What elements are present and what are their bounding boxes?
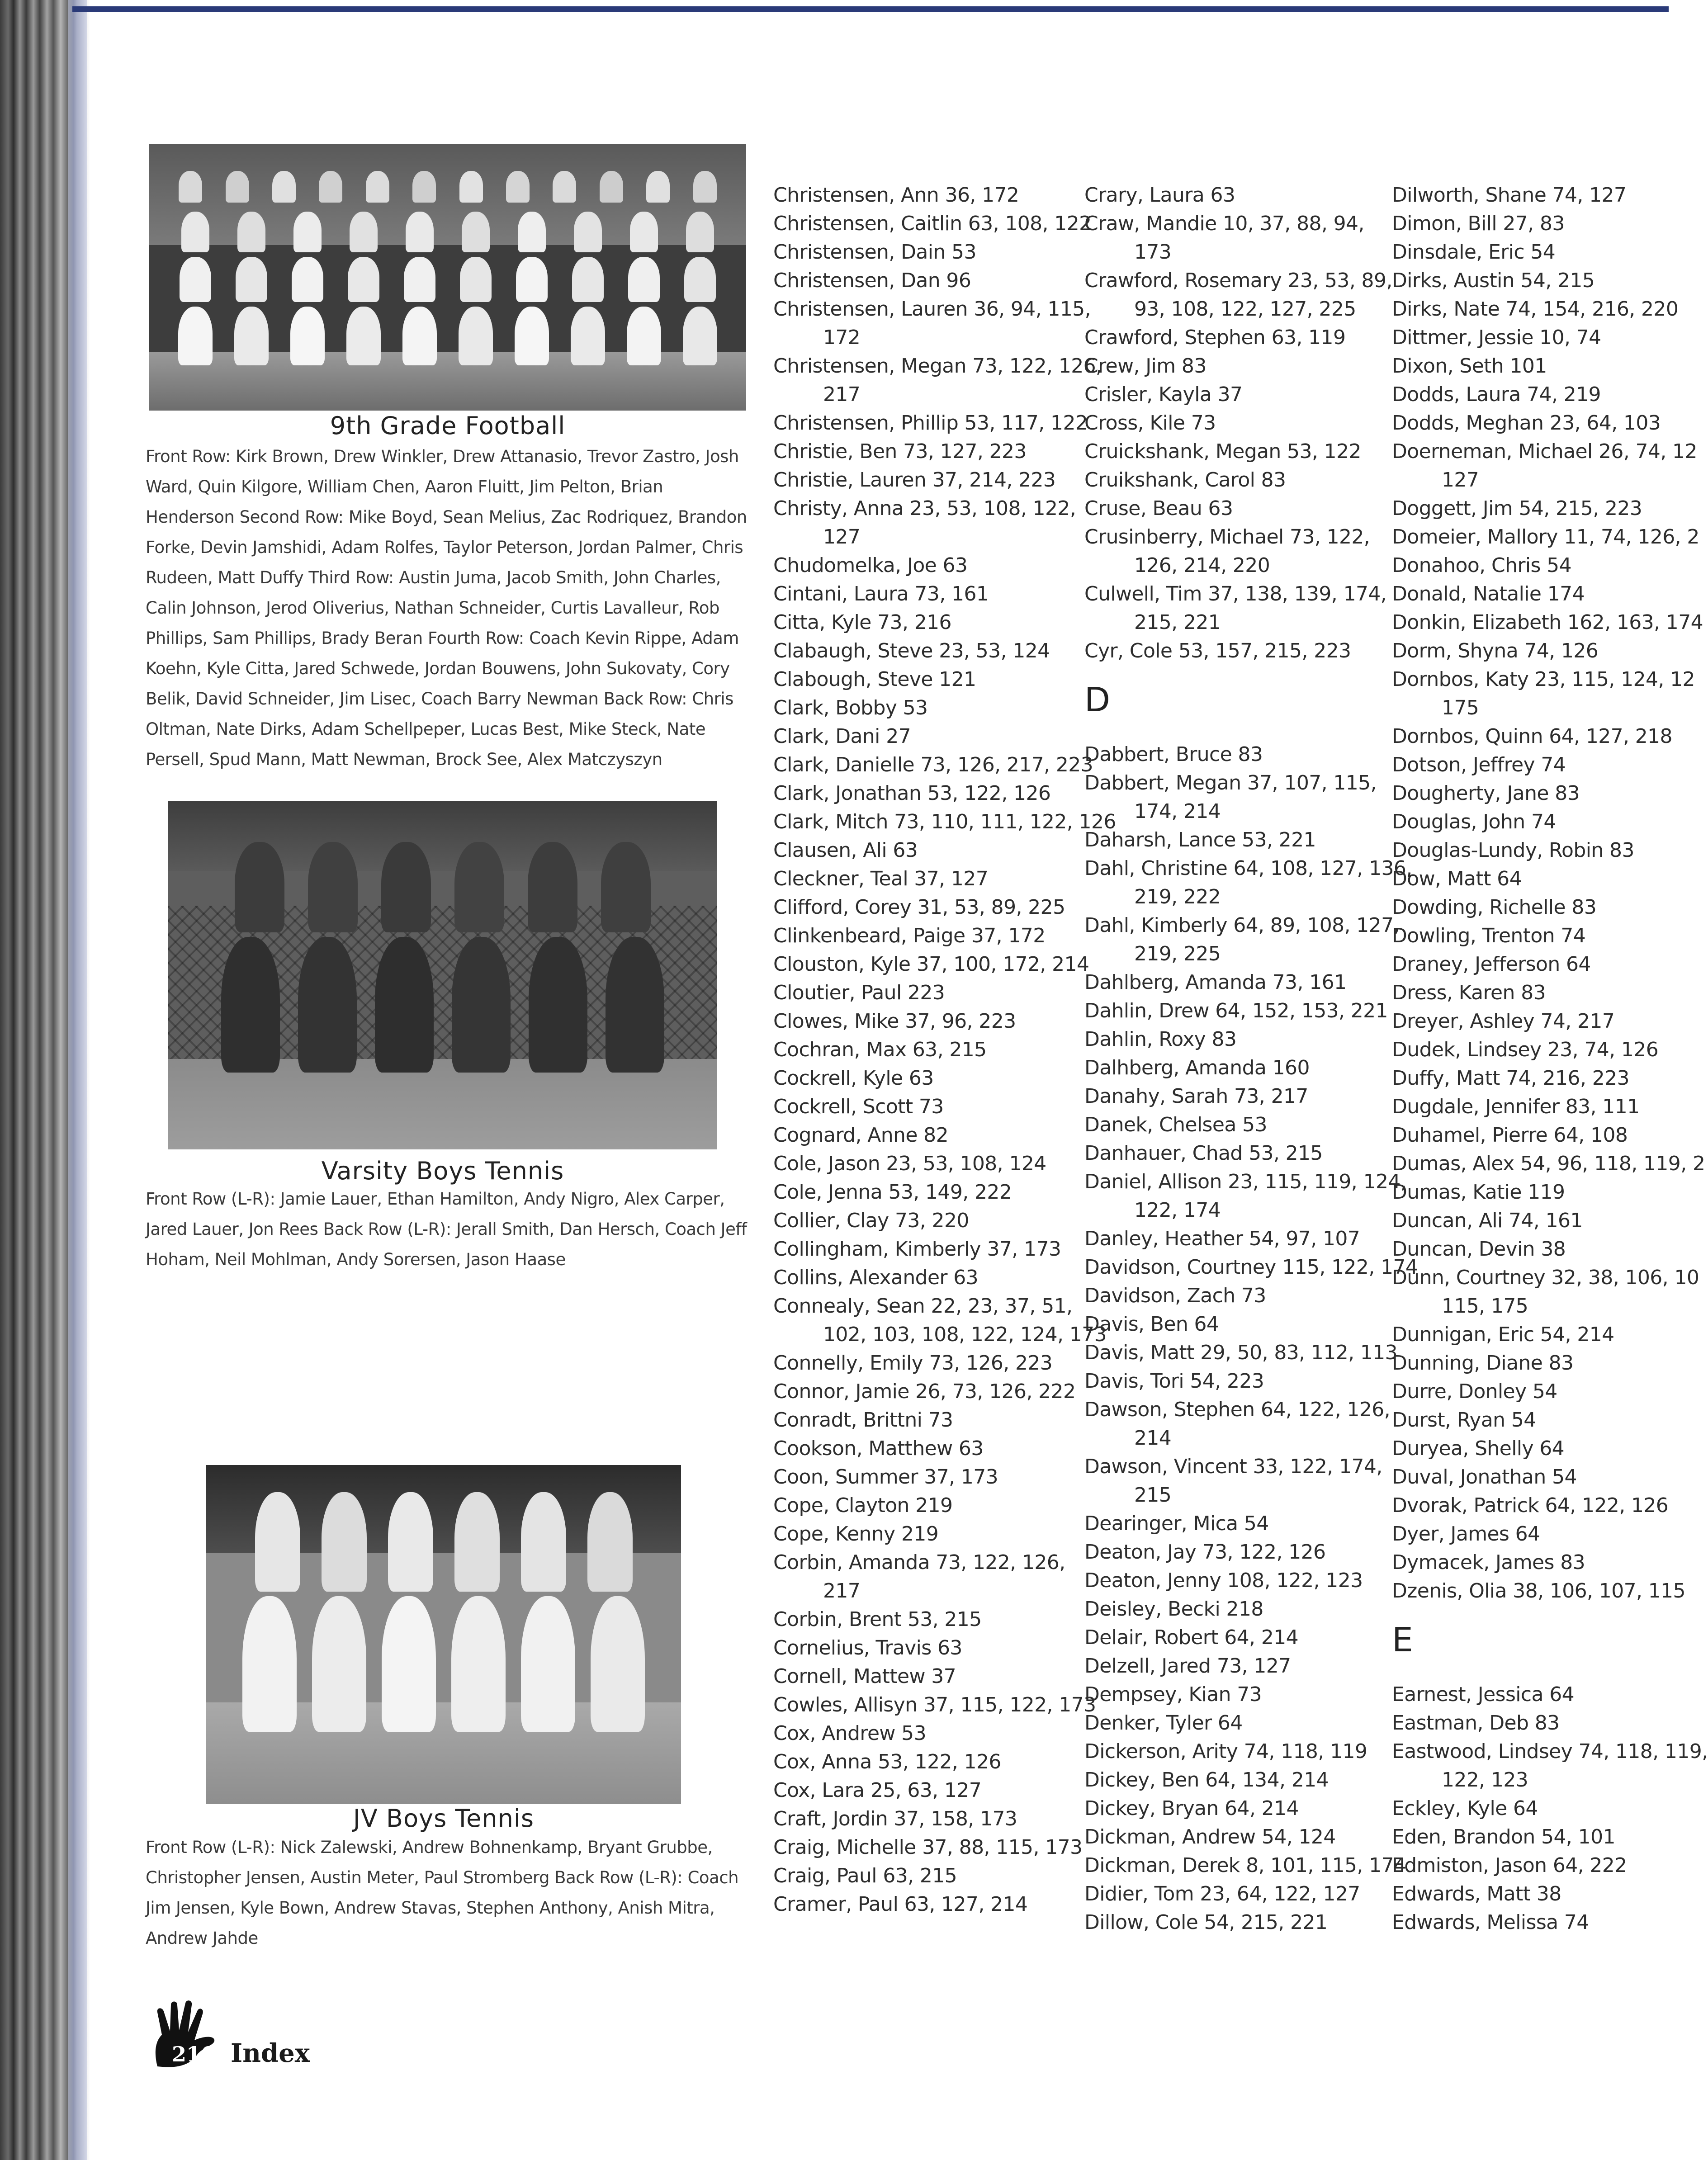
index-entry-continuation: 115, 175: [1442, 1295, 1528, 1318]
index-entry-continuation: 172: [823, 326, 861, 349]
index-entry: Duncan, Ali 74, 161: [1392, 1209, 1583, 1232]
index-entry: Cockrell, Scott 73: [773, 1095, 944, 1118]
index-entry: Craig, Paul 63, 215: [773, 1864, 957, 1887]
index-entry: Christensen, Phillip 53, 117, 122: [773, 411, 1088, 435]
index-entry: Dunning, Diane 83: [1392, 1352, 1574, 1375]
index-entry: Dunnigan, Eric 54, 214: [1392, 1323, 1614, 1346]
index-entry: Dawson, Stephen 64, 122, 126,: [1084, 1398, 1391, 1421]
varsity-tennis-title: Varsity Boys Tennis: [321, 1157, 564, 1185]
index-entry: Dyer, James 64: [1392, 1522, 1540, 1546]
index-entry: Cyr, Cole 53, 157, 215, 223: [1084, 639, 1351, 662]
index-entry: Dilworth, Shane 74, 127: [1392, 184, 1627, 207]
index-letter-heading: D: [1084, 681, 1110, 719]
binding-edge: [68, 0, 87, 2160]
index-entry: Edwards, Matt 38: [1392, 1882, 1561, 1905]
index-entry: Clark, Bobby 53: [773, 696, 928, 719]
index-entry: Earnest, Jessica 64: [1392, 1683, 1575, 1706]
index-entry: Dornbos, Quinn 64, 127, 218: [1392, 725, 1672, 748]
index-entry: Cleckner, Teal 37, 127: [773, 867, 989, 890]
index-entry: Dirks, Austin 54, 215: [1392, 269, 1595, 292]
index-entry-continuation: 102, 103, 108, 122, 124, 173: [823, 1323, 1107, 1346]
index-entry: Dickman, Andrew 54, 124: [1084, 1825, 1336, 1848]
index-entry-continuation: 173: [1134, 241, 1172, 264]
index-entry: Craft, Jordin 37, 158, 173: [773, 1807, 1017, 1830]
section-label: Index: [231, 2038, 310, 2068]
index-entry: Danhauer, Chad 53, 215: [1084, 1142, 1323, 1165]
index-entry: Dreyer, Ashley 74, 217: [1392, 1010, 1615, 1033]
index-entry: Donahoo, Chris 54: [1392, 554, 1571, 577]
index-entry-continuation: 127: [1442, 468, 1479, 492]
index-entry: Davis, Matt 29, 50, 83, 112, 113: [1084, 1341, 1398, 1364]
varsity-tennis-photo: [168, 801, 717, 1149]
index-entry: Clark, Danielle 73, 126, 217, 223: [773, 753, 1093, 776]
index-entry-continuation: 93, 108, 122, 127, 225: [1134, 298, 1356, 321]
index-entry-continuation: 122, 174: [1134, 1199, 1221, 1222]
index-entry: Christensen, Ann 36, 172: [773, 184, 1019, 207]
page-number: 216: [172, 2042, 216, 2066]
index-entry: Donkin, Elizabeth 162, 163, 174: [1392, 611, 1703, 634]
index-entry: Douglas-Lundy, Robin 83: [1392, 839, 1634, 862]
index-entry: Duffy, Matt 74, 216, 223: [1392, 1067, 1629, 1090]
index-entry-continuation: 126, 214, 220: [1134, 554, 1270, 577]
index-entry: Denker, Tyler 64: [1084, 1711, 1243, 1735]
index-entry: Deaton, Jay 73, 122, 126: [1084, 1541, 1326, 1564]
index-entry: Cox, Lara 25, 63, 127: [773, 1779, 982, 1802]
index-entry: Clabaugh, Steve 23, 53, 124: [773, 639, 1050, 662]
index-entry: Dimon, Bill 27, 83: [1392, 212, 1565, 235]
index-entry: Duhamel, Pierre 64, 108: [1392, 1124, 1628, 1147]
index-entry: Coon, Summer 37, 173: [773, 1465, 998, 1489]
index-entry: Didier, Tom 23, 64, 122, 127: [1084, 1882, 1360, 1905]
index-entry: Dress, Karen 83: [1392, 981, 1546, 1004]
index-entry: Dorm, Shyna 74, 126: [1392, 639, 1599, 662]
index-entry: Daharsh, Lance 53, 221: [1084, 828, 1316, 851]
index-entry: Dodds, Meghan 23, 64, 103: [1392, 411, 1661, 435]
index-entry: Dabbert, Megan 37, 107, 115,: [1084, 771, 1377, 794]
football-photo-caption: Front Row: Kirk Brown, Drew Winkler, Drew Attanasio, Trevor Zastro, Josh Ward, Quin Kilgore, William Chen, Aaron Fluitt, Jim Pelton, Brian Henderson Second Row: Mike Boyd, Sean Melius, Zac Rodriquez, Brandon Forke, Devin Jamshidi, Adam Rolfes, Taylor Peterson, Jordan Palmer, Chris Rudeen, Matt Duffy Third Row: Austin Juma, Jacob Smith, John Charles, Calin Johnson, Jerod Oliverius, Nathan Schneider, Curtis Lavalleur, Rob Phillips, Sam Phillips, Brady Beran Fourth Row: Coach Kevin Rippe, Adam Koehn, Kyle Citta, Jared Schwede, Jordan Bouwens, John Sukovaty, Cory Belik, David Schneider, Jim Lisec, Coach Barry Newman Back Row: Chris Oltman, Nate Dirks, Adam Schellpeper, Lucas Best, Mike Steck, Nate Persell, Spud Mann, Matt Newman, Brock See, Alex Matczyszyn: [146, 447, 747, 769]
index-entry-continuation: 174, 214: [1134, 800, 1221, 823]
index-column-3: [1392, 181, 1708, 1937]
index-entry-continuation: 219, 225: [1134, 942, 1221, 965]
index-entry: Chudomelka, Joe 63: [773, 554, 968, 577]
index-entry: Eckley, Kyle 64: [1392, 1797, 1538, 1820]
index-entry: Eastwood, Lindsey 74, 118, 119,: [1392, 1740, 1708, 1763]
index-entry: Cookson, Matthew 63: [773, 1437, 984, 1460]
index-entry: Christensen, Caitlin 63, 108, 122: [773, 212, 1092, 235]
index-entry-continuation: 219, 222: [1134, 885, 1221, 908]
index-entry: Dabbert, Bruce 83: [1084, 743, 1263, 766]
index-entry: Duncan, Devin 38: [1392, 1238, 1566, 1261]
index-entry: Cox, Anna 53, 122, 126: [773, 1750, 1001, 1773]
index-entry: Clark, Dani 27: [773, 725, 911, 748]
index-entry: Collier, Clay 73, 220: [773, 1209, 969, 1232]
index-entry: Cochran, Max 63, 215: [773, 1038, 987, 1061]
index-entry: Citta, Kyle 73, 216: [773, 611, 951, 634]
index-entry: Dudek, Lindsey 23, 74, 126: [1392, 1038, 1659, 1061]
index-entry: Dornbos, Katy 23, 115, 124, 12: [1392, 668, 1695, 691]
index-entry: Durre, Donley 54: [1392, 1380, 1557, 1403]
index-entry: Dowding, Richelle 83: [1392, 896, 1597, 919]
index-entry: Crawford, Stephen 63, 119: [1084, 326, 1346, 349]
index-entry: Christensen, Dain 53: [773, 241, 976, 264]
index-entry: Eden, Brandon 54, 101: [1392, 1825, 1615, 1848]
varsity-tennis-caption: Front Row (L-R): Jamie Lauer, Ethan Hamilton, Andy Nigro, Alex Carper, Jared Lauer, Jon Rees Back Row (L-R): Jerall Smith, Dan Hersch, Coach Jeff Hoham, Neil Mohlman, Andy Sorersen, Jason Haase: [146, 1189, 747, 1269]
football-photo-title: 9th Grade Football: [330, 411, 566, 440]
index-entry: Deaton, Jenny 108, 122, 123: [1084, 1569, 1363, 1592]
index-entry: Christensen, Megan 73, 122, 126,: [773, 354, 1102, 378]
index-entry: Durst, Ryan 54: [1392, 1408, 1536, 1432]
index-entry-continuation: 215: [1134, 1484, 1172, 1507]
index-entry: Cloutier, Paul 223: [773, 981, 945, 1004]
top-rule: [72, 6, 1669, 12]
index-entry-continuation: 217: [823, 383, 861, 406]
page-folio: [144, 1999, 316, 2071]
index-entry: Cockrell, Kyle 63: [773, 1067, 934, 1090]
index-entry: Donald, Natalie 174: [1392, 582, 1585, 605]
index-entry-continuation: 122, 123: [1442, 1768, 1528, 1791]
index-entry: Clark, Jonathan 53, 122, 126: [773, 782, 1051, 805]
index-entry: Douglas, John 74: [1392, 810, 1556, 833]
index-entry: Davidson, Zach 73: [1084, 1284, 1266, 1307]
index-entry: Dumas, Katie 119: [1392, 1181, 1565, 1204]
index-entry: Dearinger, Mica 54: [1084, 1512, 1269, 1535]
index-entry: Crusinberry, Michael 73, 122,: [1084, 525, 1370, 548]
index-entry: Duval, Jonathan 54: [1392, 1465, 1577, 1489]
index-entry: Dinsdale, Eric 54: [1392, 241, 1556, 264]
index-entry: Dirks, Nate 74, 154, 216, 220: [1392, 298, 1679, 321]
index-entry: Christensen, Lauren 36, 94, 115,: [773, 298, 1091, 321]
jv-tennis-caption: Front Row (L-R): Nick Zalewski, Andrew Bohnenkamp, Bryant Grubbe, Christopher Jensen, Austin Meter, Paul Stromberg Back Row (L-R): Coach Jim Jensen, Kyle Bown, Andrew Stavas, Stephen Anthony, Anish Mitra, Andrew Jahde: [146, 1838, 739, 1948]
index-entry: Dahlberg, Amanda 73, 161: [1084, 971, 1347, 994]
index-entry: Doggett, Jim 54, 215, 223: [1392, 497, 1642, 520]
index-entry: Dowling, Trenton 74: [1392, 924, 1586, 947]
index-entry: Christie, Ben 73, 127, 223: [773, 440, 1027, 463]
index-entry: Dodds, Laura 74, 219: [1392, 383, 1601, 406]
index-entry: Connelly, Emily 73, 126, 223: [773, 1352, 1053, 1375]
index-entry-continuation: 215, 221: [1134, 611, 1221, 634]
index-entry: Clabough, Steve 121: [773, 668, 976, 691]
index-entry: Dillow, Cole 54, 215, 221: [1084, 1911, 1328, 1934]
index-entry: Corbin, Amanda 73, 122, 126,: [773, 1551, 1065, 1574]
index-entry: Crawford, Rosemary 23, 53, 89,: [1084, 269, 1392, 292]
index-entry: Dahl, Christine 64, 108, 127, 136,: [1084, 857, 1412, 880]
index-entry: Dzenis, Olia 38, 106, 107, 115: [1392, 1579, 1685, 1602]
index-entry: Clouston, Kyle 37, 100, 172, 214: [773, 953, 1089, 976]
index-entry: Clowes, Mike 37, 96, 223: [773, 1010, 1016, 1033]
index-entry: Cognard, Anne 82: [773, 1124, 948, 1147]
index-entry: Dickey, Ben 64, 134, 214: [1084, 1768, 1329, 1791]
index-entry: Davis, Tori 54, 223: [1084, 1370, 1264, 1393]
index-entry: Delzell, Jared 73, 127: [1084, 1654, 1291, 1678]
index-column-2: [1084, 181, 1418, 1937]
index-entry: Culwell, Tim 37, 138, 139, 174,: [1084, 582, 1387, 605]
index-entry: Dumas, Alex 54, 96, 118, 119, 2: [1392, 1152, 1705, 1175]
index-entry: Crisler, Kayla 37: [1084, 383, 1243, 406]
index-entry-continuation: 217: [823, 1579, 861, 1602]
index-entry: Dickerson, Arity 74, 118, 119: [1084, 1740, 1367, 1763]
index-entry: Cornell, Mattew 37: [773, 1665, 956, 1688]
index-entry: Connealy, Sean 22, 23, 37, 51,: [773, 1295, 1073, 1318]
index-entry: Dawson, Vincent 33, 122, 174,: [1084, 1455, 1382, 1478]
index-entry: Cruse, Beau 63: [1084, 497, 1233, 520]
index-entry: Christy, Anna 23, 53, 108, 122,: [773, 497, 1076, 520]
index-entry: Dugdale, Jennifer 83, 111: [1392, 1095, 1640, 1118]
index-entry: Danek, Chelsea 53: [1084, 1113, 1267, 1136]
index-entry: Cramer, Paul 63, 127, 214: [773, 1893, 1028, 1916]
jv-tennis-title: JV Boys Tennis: [353, 1804, 534, 1833]
index-entry-continuation: 127: [823, 525, 861, 548]
index-entry: Dickey, Bryan 64, 214: [1084, 1797, 1299, 1820]
index-entry: Duryea, Shelly 64: [1392, 1437, 1565, 1460]
index-entry: Dixon, Seth 101: [1392, 354, 1547, 378]
index-entry: Cross, Kile 73: [1084, 411, 1216, 435]
index-entry: Doerneman, Michael 26, 74, 12: [1392, 440, 1697, 463]
index-entry: Dahl, Kimberly 64, 89, 108, 127,: [1084, 914, 1400, 937]
index-entry: Cope, Clayton 219: [773, 1494, 953, 1517]
index-entry: Clausen, Ali 63: [773, 839, 918, 862]
index-entry: Crary, Laura 63: [1084, 184, 1235, 207]
index-entry: Draney, Jefferson 64: [1392, 953, 1591, 976]
index-entry: Davidson, Courtney 115, 122, 174: [1084, 1256, 1418, 1279]
index-entry: Cox, Andrew 53: [773, 1722, 926, 1745]
index-entry: Crew, Jim 83: [1084, 354, 1206, 378]
index-entry: Corbin, Brent 53, 215: [773, 1608, 982, 1631]
jv-tennis-photo: [206, 1465, 681, 1804]
index-entry: Deisley, Becki 218: [1084, 1598, 1263, 1621]
index-entry: Dotson, Jeffrey 74: [1392, 753, 1566, 776]
index-entry: Dahlin, Roxy 83: [1084, 1028, 1237, 1051]
index-letter-heading: E: [1392, 1621, 1413, 1659]
index-entry: Cope, Kenny 219: [773, 1522, 939, 1546]
index-entry: Cornelius, Travis 63: [773, 1636, 962, 1659]
index-column-1: [773, 181, 1116, 1919]
index-entry: Cole, Jenna 53, 149, 222: [773, 1181, 1012, 1204]
football-team-photo: [149, 144, 746, 411]
index-entry: Collins, Alexander 63: [773, 1266, 979, 1289]
index-entry-continuation: 214: [1134, 1427, 1172, 1450]
index-entry: Cruickshank, Megan 53, 122: [1084, 440, 1361, 463]
index-entry: Edmiston, Jason 64, 222: [1392, 1854, 1627, 1877]
index-entry: Clark, Mitch 73, 110, 111, 122, 126: [773, 810, 1116, 833]
index-entry: Craig, Michelle 37, 88, 115, 173: [773, 1836, 1083, 1859]
index-entry: Connor, Jamie 26, 73, 126, 222: [773, 1380, 1076, 1403]
index-entry: Conradt, Brittni 73: [773, 1408, 953, 1432]
index-entry: Clifford, Corey 31, 53, 89, 225: [773, 896, 1065, 919]
index-entry: Dalhberg, Amanda 160: [1084, 1056, 1310, 1079]
index-entry: Collingham, Kimberly 37, 173: [773, 1238, 1061, 1261]
index-entry: Craw, Mandie 10, 37, 88, 94,: [1084, 212, 1364, 235]
index-entry: Clinkenbeard, Paige 37, 172: [773, 924, 1046, 947]
index-entry: Cintani, Laura 73, 161: [773, 582, 989, 605]
index-entry: Christie, Lauren 37, 214, 223: [773, 468, 1056, 492]
index-entry: Eastman, Deb 83: [1392, 1711, 1560, 1735]
index-entry: Dickman, Derek 8, 101, 115, 174: [1084, 1854, 1406, 1877]
index-entry: Dvorak, Patrick 64, 122, 126: [1392, 1494, 1669, 1517]
index-entry-continuation: 175: [1442, 696, 1479, 719]
index-entry: Danahy, Sarah 73, 217: [1084, 1085, 1308, 1108]
index-entry: Dunn, Courtney 32, 38, 106, 10: [1392, 1266, 1699, 1289]
index-entry: Dittmer, Jessie 10, 74: [1392, 326, 1601, 349]
index-entry: Edwards, Melissa 74: [1392, 1911, 1589, 1934]
index-entry: Christensen, Dan 96: [773, 269, 971, 292]
index-entry: Cole, Jason 23, 53, 108, 124: [773, 1152, 1046, 1175]
index-entry: Daniel, Allison 23, 115, 119, 124,: [1084, 1170, 1407, 1193]
index-entry: Domeier, Mallory 11, 74, 126, 2: [1392, 525, 1699, 548]
index-entry: Delair, Robert 64, 214: [1084, 1626, 1299, 1649]
index-entry: Dow, Matt 64: [1392, 867, 1522, 890]
index-entry: Davis, Ben 64: [1084, 1313, 1219, 1336]
index-entry: Dahlin, Drew 64, 152, 153, 221: [1084, 999, 1388, 1022]
index-entry: Dougherty, Jane 83: [1392, 782, 1580, 805]
index-entry: Danley, Heather 54, 97, 107: [1084, 1227, 1360, 1250]
index-entry: Dempsey, Kian 73: [1084, 1683, 1262, 1706]
index-entry: Dymacek, James 83: [1392, 1551, 1585, 1574]
index-entry: Cowles, Allisyn 37, 115, 122, 173: [773, 1693, 1096, 1716]
index-entry: Cruikshank, Carol 83: [1084, 468, 1286, 492]
